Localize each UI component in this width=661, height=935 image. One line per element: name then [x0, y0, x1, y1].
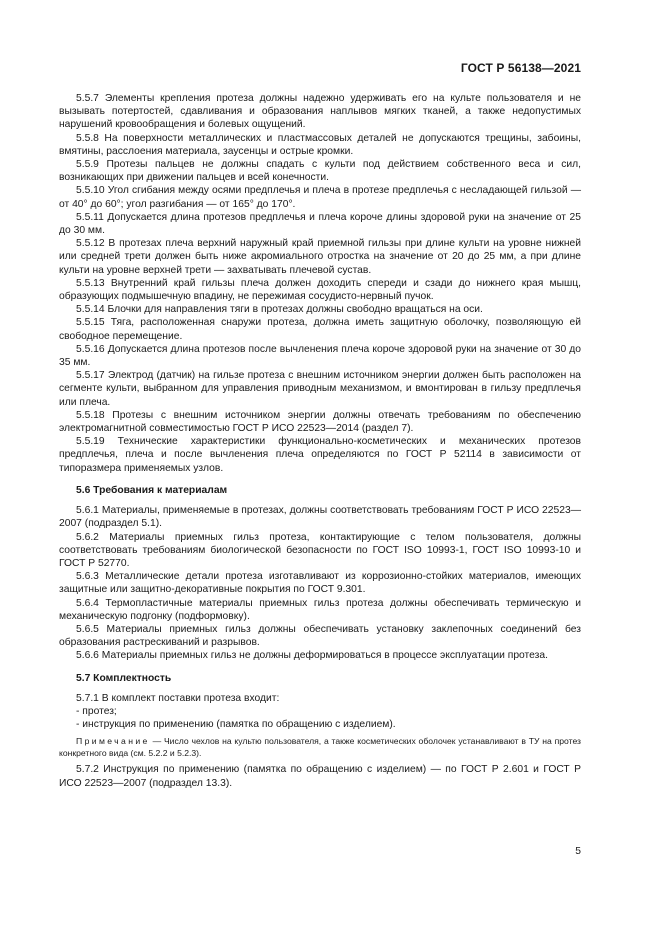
paragraph-565: 5.6.5 Материалы приемных гильз должны обеспечивать установку заклепочных соединений без образования растрескиваний и разрывов.	[59, 623, 581, 649]
paragraph-5510: 5.5.10 Угол сгибания между осями предплечья и плеча в протезе предплечья с несладающей гильзой — от 40° до 60°; угол разгибания — от 165° до 170°.	[59, 185, 581, 210]
page-number: 5	[575, 846, 581, 857]
paragraph-5513: 5.5.13 Внутренний край гильзы плеча должен доходить спереди и сзади до нижнего края мышц, образующих подмышечную впадину, не пережимая сосудисто-нервный пучок.	[59, 277, 581, 303]
section-heading-completeness: 5.7 Комплектность	[76, 672, 172, 684]
note-label: Примечание	[76, 736, 150, 747]
section-55-paragraphs	[59, 92, 581, 475]
document-code-header: ГОСТ Р 56138—2021	[460, 61, 581, 75]
paragraph-5519: 5.5.19 Технические характеристики функционально-косметических и механических протезов предплечья, плеча и после вычленения плеча определяются по ГОСТ Р 52114 в зависимости от типоразмера применяемых узлов.	[59, 436, 581, 474]
paragraph-566: 5.6.6 Материалы приемных гильз не должны деформироваться в процессе эксплуатации протеза.	[76, 650, 548, 662]
paragraph-557: 5.5.7 Элементы крепления протеза должны надежно удерживать его на культе пользователя и не вызывать потертостей, сдавливания и образования наплывов мягких тканей, а также недопустимых нарушений кровообращения и болевых ощущений.	[59, 93, 581, 131]
paragraph-572: 5.7.2 Инструкция по применению (памятка по обращению с изделием) — по ГОСТ Р 2.601 и ГОСТ Р ИСО 22523—2007 (подраздел 13.3).	[59, 764, 581, 789]
note-text: — Число чехлов на культю пользователя, а также косметических оболочек устанавливают в ТУ на протез конкретного вида (см. 5.2.2 и 5.2.3).	[59, 736, 581, 759]
paragraph-5518: 5.5.18 Протезы с внешним источником энергии должны отвечать требованиям по обеспечению электромагнитной совместимостью ГОСТ Р ИСО 22523—2014 (раздел 7).	[59, 409, 581, 435]
paragraph-5514: 5.5.14 Блочки для направления тяги в протезах должны свободно вращаться на оси.	[76, 304, 483, 316]
list-item-prosthesis: - протез;	[76, 705, 117, 717]
paragraph-5516: 5.5.16 Допускается длина протезов после вычленения плеча короче здоровой руки на значение от 30 до 35 мм.	[59, 343, 581, 369]
paragraph-571: 5.7.1 В комплект поставки протеза входит:	[76, 692, 280, 704]
paragraph-5512: 5.5.12 В протезах плеча верхний наружный край приемной гильзы при длине культи на уровне нижней или средней трети должен быть ниже акромиального отростка на значение от 20 до 25 мм, а при длине культи на уровне верхней трети — захватывать плечевой сустав.	[59, 238, 581, 276]
paragraph-5515: 5.5.15 Тяга, расположенная снаружи протеза, должна иметь защитную оболочку, позволяющую ей свободное перемещение.	[59, 317, 581, 342]
paragraph-561: 5.6.1 Материалы, применяемые в протезах, должны соответствовать требованиям ГОСТ Р ИСО 22523—2007 (подраздел 5.1).	[59, 505, 581, 530]
note	[59, 735, 581, 759]
paragraph-562: 5.6.2 Материалы приемных гильз протеза, контактирующие с телом пользователя, должны соответствовать требованиям биологической безопасности по ГОСТ ISO 10993-1, ГОСТ ISO 10993-10 и ГОСТ Р 52770.	[59, 531, 581, 569]
section-heading-materials: 5.6 Требования к материалам	[76, 484, 228, 496]
section-56-paragraphs	[59, 504, 581, 662]
paragraph-563: 5.6.3 Металлические детали протеза изготавливают из коррозионно-стойких материалов, имеющих защитные или защитно-декоративные покрытия по ГОСТ 9.301.	[59, 571, 581, 596]
paragraph-5511: 5.5.11 Допускается длина протезов предплечья и плеча короче длины здоровой руки на значение от 25 до 30 мм.	[59, 211, 581, 237]
paragraph-558: 5.5.8 На поверхности металлических и пластмассовых деталей не допускаются трещины, забоины, вмятины, расслоения материала, заусенцы и острые кромки.	[59, 132, 581, 157]
paragraph-5517: 5.5.17 Электрод (датчик) на гильзе протеза с внешним источником энергии должен быть расположен на сегменте культи, выбранном для управления приводным механизмом, и вмонтирован в гильзу предплечья или плеча.	[59, 370, 581, 408]
list-item-instructions: - инструкция по применению (памятка по обращению с изделием).	[76, 719, 396, 731]
paragraph-559: 5.5.9 Протезы пальцев не должны спадать с культи под действием собственного веса и сил, возникающих при движении пальцев и всей конечности.	[59, 159, 581, 184]
paragraph-564: 5.6.4 Термопластичные материалы приемных гильз протеза должны обеспечивать термическую и механическую подгонку (подформовку).	[59, 597, 581, 622]
document-body	[59, 92, 581, 790]
